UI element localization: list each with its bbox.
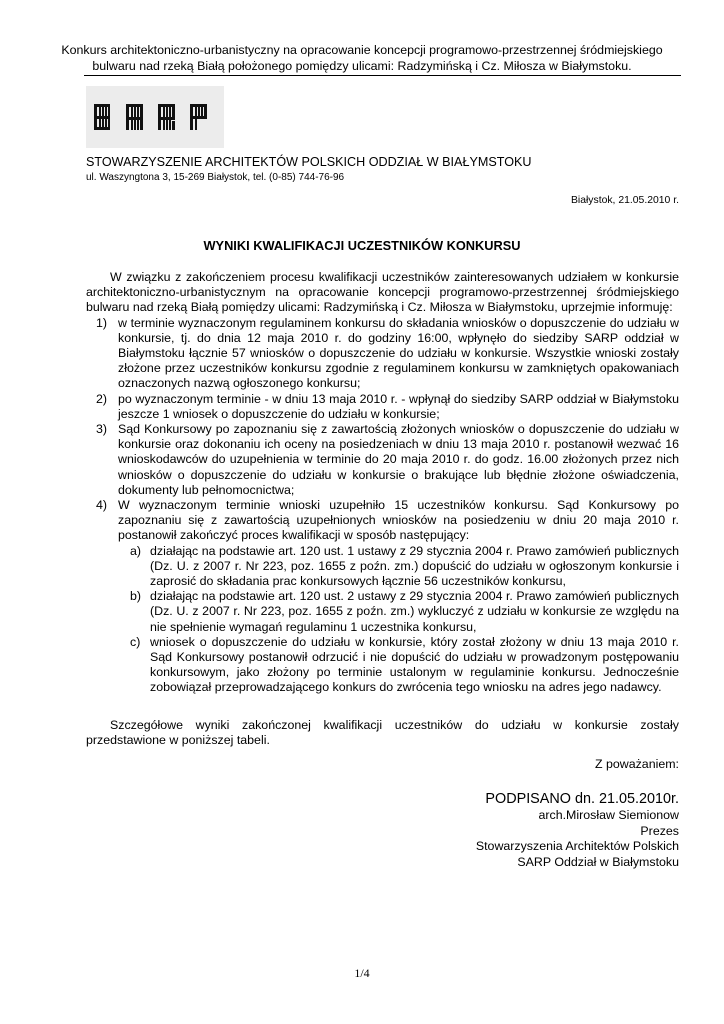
sub-list-item-letter: b) (130, 589, 142, 604)
organization-address: ul. Waszyngtona 3, 15-269 Białystok, tel. (0-85) 744-76-96 (86, 172, 345, 183)
sub-list-item-text: działając na podstawie art. 120 ust. 2 ustawy z 29 stycznia 2004 r. Prawo zamówień publicznych (Dz. U. z 2007 r. Nr 223, poz. 1655 z poźn. zm.) wykluczyć z udziału w konkursie ze względu na nie spełnienie wymagań regulaminu 1 uczestnika konkursu, (150, 589, 679, 634)
list-item-text: po wyznaczonym terminie - w dniu 13 maja 2010 r. - wpłynął do siedziby SARP oddział w Białymstoku jeszcze 1 wniosek o dopuszczenie do udziału w konkursie; (118, 391, 679, 421)
summary-paragraph: Szczegółowe wyniki zakończonej kwalifikacji uczestników do udziału w konkursie zostały przedstawione w poniższej tabeli. (86, 717, 679, 747)
sub-list-item (118, 544, 679, 590)
closing-greeting: Z poważaniem: (594, 757, 679, 771)
list-item-number: 2) (96, 391, 108, 406)
sub-list-item-text: wniosek o dopuszczenie do udziału w konkursie, który został złożony w dniu 13 maja 2010 r. Sąd Konkursowy postanowił odrzucić i nie dopuścić do udziału w prowadzonym postępowaniu konkursowym, jako złożony po terminie ustalonym w regulaminie konkursu. Jednocześnie zobowiązał przeprowadzającego konkurs do zwrócenia tego wniosku na adres jego nadawcy. (150, 634, 679, 695)
signatory-branch: SARP Oddział w Białymstoku (517, 854, 679, 869)
list-item (86, 316, 679, 392)
signatory-organization: Stowarzyszenia Architektów Polskich (475, 839, 679, 854)
sarp-logo (86, 86, 224, 148)
header-line-1: Konkurs architektoniczno-urbanistyczny na opracowanie koncepcji programowo-przestrzennej śródmiejskiego (61, 43, 663, 57)
sub-list-item-text: działając na podstawie art. 120 ust. 1 ustawy z 29 stycznia 2004 r. Prawo zamówień publicznych (Dz. U. z 2007 r. Nr 223, poz. 1655 z poźn. zm.) dopuścić do udziału w ogłoszonym konkursie i zaprosić do składania prac konkursowych łącznie 56 uczestników konkursu, (150, 543, 679, 589)
list-item-number: 3) (96, 422, 108, 437)
list-item-number: 4) (96, 498, 108, 513)
header-divider (84, 75, 681, 76)
list-item-text: W wyznaczonym terminie wnioski uzupełniło 15 uczestników konkursu. Sąd Konkursowy po zapoznaniu się z zawartością uzupełnionych wniosków na posiedzeniu w dniu 20 maja 2010 r. postanowił zakończyć proces kwalifikacji w sposób następujący: (118, 498, 679, 543)
list-item-text: Sąd Konkursowy po zapoznaniu się z zawartością złożonych wniosków o dopuszczenie do udziału w konkursie oraz dokonaniu ich oceny na posiedzeniach w dniu 13 maja 2010 r. postanowił wezwać 16 wnioskodawców do uzupełnienia w terminie do 20 maja 2010 r. do godz. 16.00 złożonych przez nich wniosków o dopuszczenie do udziału w konkursie o brakujące lub błędnie złożone oświadczenia, dokumenty lub pełnomocnictwa; (118, 422, 679, 497)
intro-paragraph: W związku z zakończeniem procesu kwalifikacji uczestników zainteresowanych udziałem w konkursie architektoniczno-urbanistycznym na opracowanie koncepcji programowo-przestrzennej śródmiejskiego bulwaru nad rzeką Białą pomiędzy ulicami: Radzymińską i Cz. Miłosza w Białymstoku, uprzejmie informuję: (86, 270, 679, 315)
signatory-role: Prezes (640, 823, 679, 838)
signatory-name: arch.Mirosław Siemionow (538, 808, 679, 823)
signed-date: PODPISANO dn. 21.05.2010r. (485, 791, 679, 808)
sub-list-item-letter: c) (130, 634, 141, 649)
list-item-number: 1) (96, 315, 108, 330)
document-title: WYNIKI KWALIFIKACJI UCZESTNIKÓW KONKURSU (203, 238, 521, 253)
organization-name: STOWARZYSZENIE ARCHITEKTÓW POLSKICH ODDZIAŁ W BIAŁYMSTOKU (86, 155, 532, 169)
page-number: 1/4 (354, 966, 370, 980)
list-item (86, 422, 679, 498)
sub-list-item (118, 635, 679, 696)
document-body (86, 270, 679, 748)
list-item (86, 498, 679, 544)
sub-list-item (118, 589, 679, 635)
header-line-2: bulwaru nad rzeką Białą położonego pomiędzy ulicami: Radzymińską i Cz. Miłosza w Białymstoku. (92, 58, 632, 73)
document-header (40, 43, 684, 74)
signature-block (476, 757, 679, 871)
list-item-text: w terminie wyznaczonym regulaminem konkursu do składania wniosków o dopuszczenie do udziału w konkursie, tj. do dnia 12 maja 2010 r. do godziny 16:00, wpłynęło do siedziby SARP oddział w Białymstoku łącznie 57 wniosków o dopuszczenie do udziału w konkursie. Wszystkie wnioski zostały złożone przez uczestników konkursu zgodnie z regulaminem konkursu w zamkniętych opakowaniach oznaczonych nazwą ogłoszonego konkursu; (118, 315, 679, 391)
list-item (86, 392, 679, 422)
sub-list-item-letter: a) (130, 543, 142, 558)
document-date: Białystok, 21.05.2010 r. (570, 195, 679, 206)
sarp-logo-icon (86, 86, 224, 148)
